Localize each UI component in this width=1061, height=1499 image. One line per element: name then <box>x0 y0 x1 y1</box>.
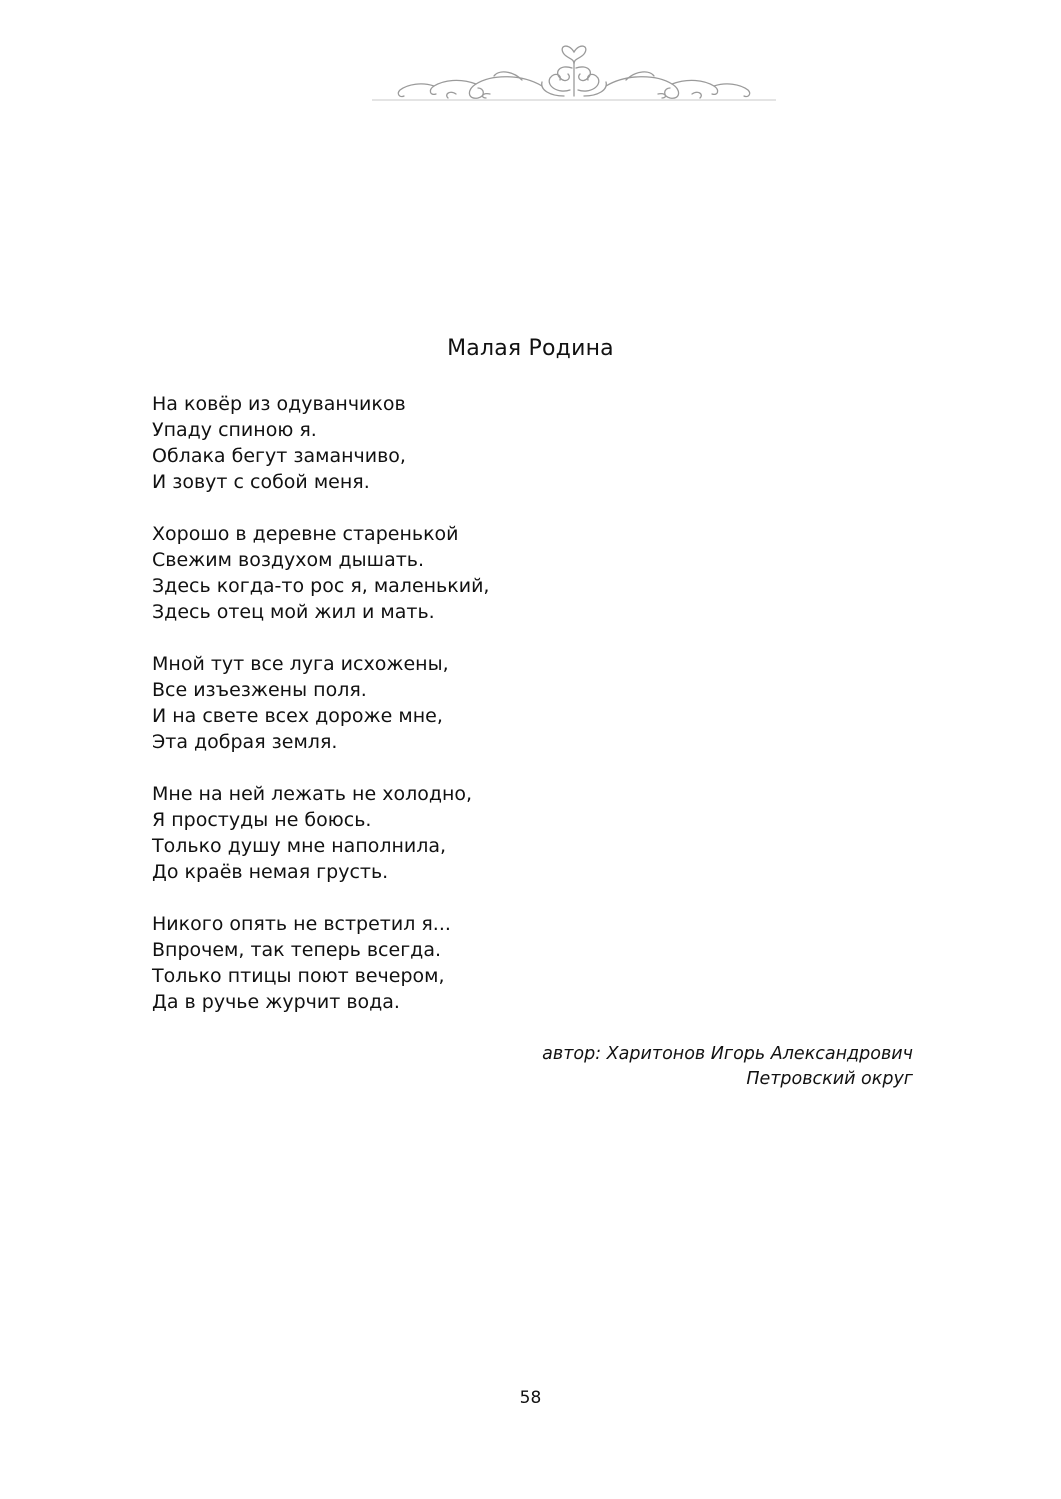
poem-line: Эта добрая земля. <box>152 731 338 753</box>
stanza <box>152 391 912 495</box>
poem-body <box>152 391 912 1041</box>
poem-line: Мной тут все луга исхожены, <box>152 653 449 675</box>
poem-line: Облака бегут заманчиво, <box>152 445 406 467</box>
stanza <box>152 781 912 885</box>
page-number: 58 <box>519 1388 542 1408</box>
poem-line: На ковёр из одуванчиков <box>152 393 406 415</box>
poem-line: И на свете всех дороже мне, <box>152 705 443 727</box>
poem-line: Только птицы поют вечером, <box>152 965 445 987</box>
poem-line: Впрочем, так теперь всегда. <box>152 939 441 961</box>
stanza <box>152 651 912 755</box>
scroll-flourish-ornament-icon <box>372 34 776 106</box>
poem-line: Только душу мне наполнила, <box>152 835 447 857</box>
poem-line: Никого опять не встретил я... <box>152 913 451 935</box>
attribution <box>542 1042 913 1092</box>
stanza <box>152 521 912 625</box>
poem-line: Здесь когда-то рос я, маленький, <box>152 575 490 597</box>
poem-title: Малая Родина <box>447 336 614 361</box>
poem-line: Все изъезжены поля. <box>152 679 367 701</box>
poem-line: Да в ручье журчит вода. <box>152 991 400 1013</box>
stanza <box>152 911 912 1015</box>
poem-line: До краёв немая грусть. <box>152 861 389 883</box>
poem-line: Свежим воздухом дышать. <box>152 549 425 571</box>
poem-line: И зовут с собой меня. <box>152 471 370 493</box>
poem-line: Здесь отец мой жил и мать. <box>152 601 435 623</box>
author-district: Петровский округ <box>746 1069 913 1089</box>
author-name: автор: Харитонов Игорь Александрович <box>542 1044 913 1064</box>
poem-line: Хорошо в деревне старенькой <box>152 523 459 545</box>
poem-line: Упаду спиною я. <box>152 419 317 441</box>
poem-line: Я простуды не боюсь. <box>152 809 372 831</box>
poem-line: Мне на ней лежать не холодно, <box>152 783 473 805</box>
